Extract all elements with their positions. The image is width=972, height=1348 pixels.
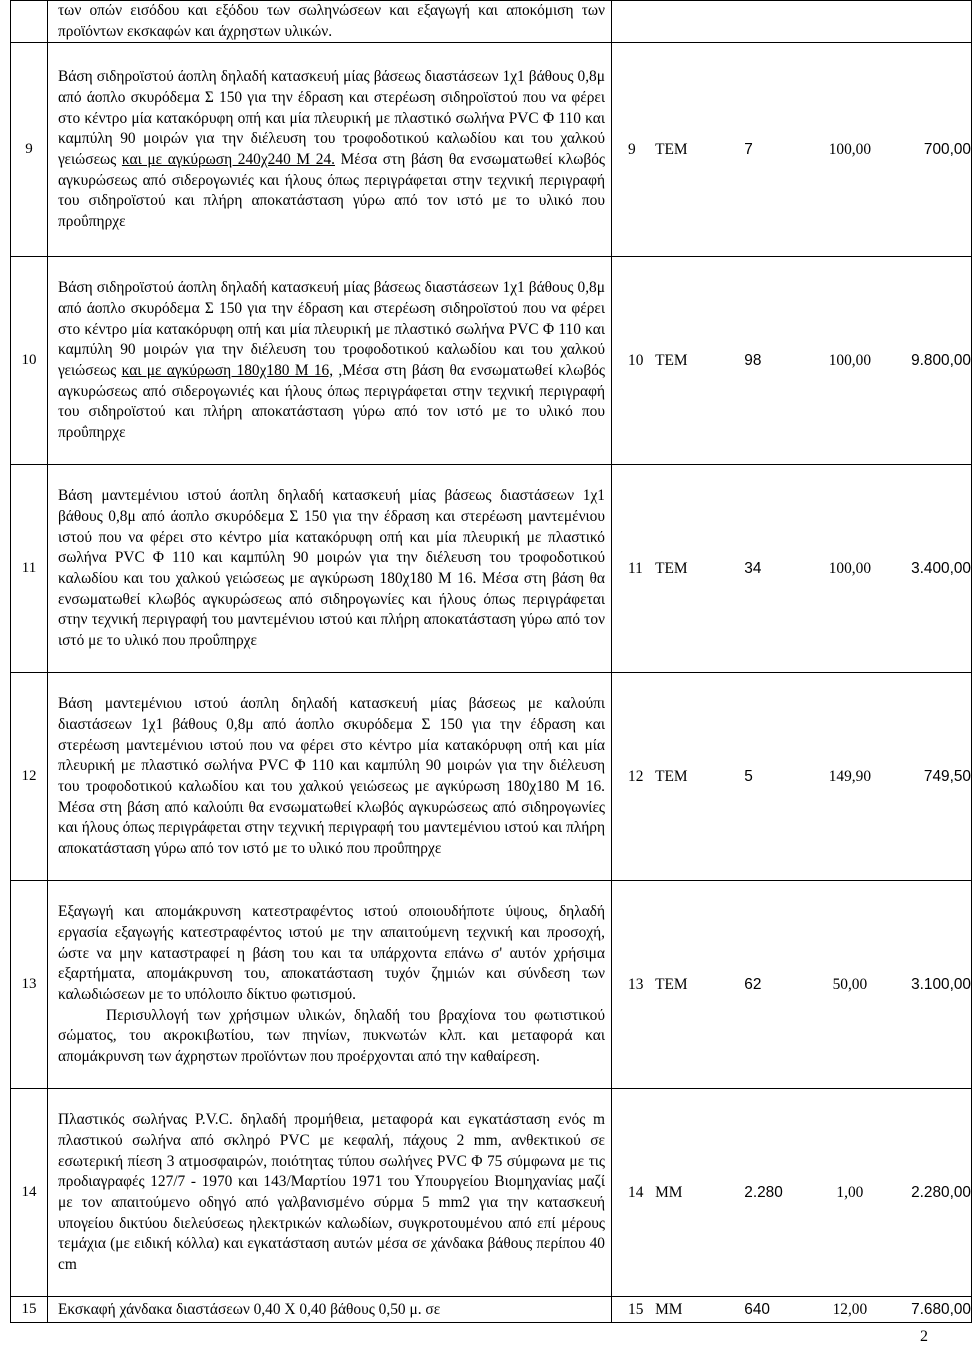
unit-price: 100,00 [828, 351, 872, 369]
table-row [11, 881, 972, 1089]
unit-price: 1,00 [836, 1183, 864, 1201]
item-number: 13 [628, 975, 644, 993]
unit-price: 12,00 [832, 1300, 868, 1318]
table-row [11, 43, 972, 257]
unit-price: 100,00 [828, 140, 872, 158]
row-description [48, 1089, 612, 1297]
row-description [48, 673, 612, 881]
row-values [612, 1089, 972, 1297]
row-number: 10 [11, 257, 48, 465]
item-number: 12 [628, 767, 644, 785]
row-number: 15 [11, 1297, 48, 1323]
table-row [11, 465, 972, 673]
unit: ΜΜ [655, 1300, 683, 1318]
description-underlined: και με αγκύρωση 240χ240 Μ 24. [121, 150, 335, 168]
page-number: 2 [920, 1328, 928, 1345]
table-row [11, 257, 972, 465]
row-values [612, 257, 972, 465]
item-number: 11 [628, 559, 643, 577]
total: 7.680,00 [911, 1300, 971, 1318]
row-values [612, 1297, 972, 1323]
row-values [612, 881, 972, 1089]
row-number [11, 1, 48, 43]
description-text: Βάση μαντεμένιου ιστού άοπλη δηλαδή κατασκευή μίας βάσεως διαστάσεων 1χ1 βάθους 0,8μ από άοπλο σκυρόδεμα Σ 150 για την έδραση και στερέωση μαντεμένιου ιστού που να φέρει στο κέντρο μία κατακόρυφη οπή και μία πλευρική με πλαστικό σωλήνα PVC Φ 110 και καμπύλη 90 μοιρών για την διέλευση του τροφοδοτικού καλωδίου και του χαλκού γειώσεως με αγκύρωση 180χ180 Μ 16. Μέσα στη βάση θα ενσωματωθεί κλωβός αγκυρώσεως από σιδηρογωνίες και ήλους όπως περιγράφεται στην τεχνική περιγραφή του μαντεμένιου ιστού και πλήρη αποκατάσταση γύρω από τον ιστό με το υλικό που προΰπηρχε [58, 487, 605, 650]
unit: ΤΕΜ [655, 351, 688, 369]
item-number: 9 [628, 140, 636, 158]
unit: ΤΕΜ [655, 767, 688, 785]
description-text: Εξαγωγή και απομάκρυνση κατεστραφέντος ιστού οποιουδήποτε ύψους, δηλαδή εργασία εξαγωγής κατεστραφέντος ιστού με την απαιτούμενη τεχνική και προσοχή, ώστε να μην καταστραφεί η βάση του και τα υπάρχοντα επάνω σ' αυτόν χρήσιμα εξαρτήματα, απομάκρυνση του, αποκατάσταση τυχόν ζημιών και σύνδεση των καλωδιώσεων με το υπόλοιπο δίκτυο φωτισμού. [58, 903, 605, 1003]
description-text: ,Μέσα στη βάση θα ενσωματωθεί κλωβός αγκυρώσεως από σιδερογωνιές και ήλους όπως περιγράφεται στην τεχνική περιγραφή του σιδηροϊστού και πλήρη αποκατάσταση γύρω από τον ιστό με το υλικό που προΰπηρχε [58, 361, 605, 442]
quantity: 5 [744, 767, 753, 785]
item-number: 14 [628, 1183, 644, 1201]
description-text: των οπών εισόδου και εξόδου των σωληνώσεων και εξαγωγή και αποκόμιση των προϊόντων εκσκαφών και άχρηστων υλικών. [58, 2, 605, 40]
row-description [48, 1, 612, 43]
description-text: Πλαστικός σωλήνας P.V.C. δηλαδή προμήθεια, μεταφορά και εγκατάσταση ενός m πλαστικού σωλήνα από σκληρό PVC με κεφαλή, πάχους 2 mm, ανθεκτικού σε εσωτερική πίεση 3 ατμοσφαιρών, ποιότητας τύπου σωλήνες PVC Φ 75 σύμφωνα με τις προδιαγραφές 127/7 - 1970 και 143/Μαρτίου 1971 του Υπουργείου Βιομηχανίας μαζί με τον απαιτούμενο οδηγό από γαλβανισμένο σύρμα 5 mm2 για την κατασκευή υπογείου δικτύου διελεύσεως ηλεκτρικών καλωδίων, συγκροτουμένου από επί μέρους τεμάχια (με ειδική κόλλα) και εγκατάσταση αυτών μέσα σε χάνδακα βάθους περίπου 40 cm [58, 1111, 605, 1274]
item-number: 15 [628, 1300, 644, 1318]
description-text: Εκσκαφή χάνδακα διαστάσεων 0,40 Χ 0,40 βάθους 0,50 μ. σε [58, 1300, 441, 1318]
quantity: 62 [744, 975, 762, 993]
unit: ΤΕΜ [655, 140, 688, 158]
row-number: 13 [11, 881, 48, 1089]
unit-price: 100,00 [828, 559, 872, 577]
total: 3.400,00 [911, 559, 971, 577]
table-row [11, 1, 972, 43]
total: 2.280,00 [911, 1183, 971, 1201]
description-text: Περισυλλογή των χρήσιμων υλικών, δηλαδή του βραχίονα του φωτιστικού σώματος, του ακροκιβωτίου, των πηνίων, πυκνωτών κλπ. και μεταφορά και απομάκρυνση των άχρηστων προϊόντων που προέρχονται από την καθαίρεση. [58, 1006, 605, 1066]
total: 749,50 [923, 767, 971, 785]
row-number: 12 [11, 673, 48, 881]
table-row [11, 1089, 972, 1297]
unit: ΜΜ [655, 1183, 683, 1201]
item-number: 10 [628, 351, 644, 369]
row-description [48, 881, 612, 1089]
unit: ΤΕΜ [655, 975, 688, 993]
row-values [612, 673, 972, 881]
total: 3.100,00 [911, 975, 971, 993]
price-table [10, 0, 972, 1323]
quantity: 34 [744, 559, 762, 577]
quantity: 2.280 [744, 1183, 783, 1201]
row-description [48, 465, 612, 673]
table-row [11, 1297, 972, 1323]
row-description [48, 1297, 612, 1323]
unit-price: 50,00 [832, 975, 868, 993]
unit: ΤΕΜ [655, 559, 688, 577]
description-text: Μέσα στη βάση θα ενσωματωθεί κλωβός αγκυρώσεως από σιδερογωνιές και ήλους όπως περιγράφεται στην τεχνική περιγραφή του σιδηροϊστού και πλήρη αποκατάσταση γύρω από τον ιστό με το υλικό που προΰπηρχε [58, 150, 605, 231]
row-values [612, 43, 972, 257]
row-number: 11 [11, 465, 48, 673]
description-text: Βάση σιδηροϊστού άοπλη δηλαδή κατασκευή μίας βάσεως διαστάσεων 1χ1 βάθους 0,8μ από άοπλο σκυρόδεμα Σ 150 για την έδραση και στερέωση σιδηροϊστού που να φέρει στο κέντρο μία κατακόρυφη οπή και μία πλευρική με πλαστικό σωλήνα PVC Φ 110 και καμπύλη 90 μοιρών για την διέλευση του τροφοδοτικού καλωδίου και του χαλκού γειώσεως [58, 279, 605, 379]
description-text: Βάση σιδηροϊστού άοπλη δηλαδή κατασκευή μίας βάσεως διαστάσεων 1χ1 βάθους 0,8μ από άοπλο σκυρόδεμα Σ 150 για την έδραση και στερέωση σιδηροϊστού που να φέρει στο κέντρο μία κατακόρυφη οπή και μία πλευρική με πλαστικό σωλήνα PVC Φ 110 και καμπύλη 90 μοιρών για την διέλευση του τροφοδοτικού καλωδίου και του χαλκού γειώσεως [58, 68, 605, 168]
row-description [48, 257, 612, 465]
row-number: 9 [11, 43, 48, 257]
quantity: 640 [744, 1300, 770, 1318]
row-description [48, 43, 612, 257]
row-values [612, 1, 972, 43]
total: 9.800,00 [911, 351, 971, 369]
row-values [612, 465, 972, 673]
quantity: 7 [744, 140, 753, 158]
description-underlined: και με αγκύρωση 180χ180 Μ 16, [121, 361, 334, 379]
table-row [11, 673, 972, 881]
description-text: Βάση μαντεμένιου ιστού άοπλη δηλαδή κατασκευή μίας βάσεως με καλούπι διαστάσεων 1χ1 βάθους 0,8μ από άοπλο σκυρόδεμα Σ 150 για την έδραση και στερέωση μαντεμένιου ιστού που να φέρει στο κέντρο μία κατακόρυφη οπή και μία πλευρική με πλαστικό σωλήνα PVC Φ 110 και καμπύλη 90 μοιρών για την διέλευση του τροφοδοτικού καλωδίου και του χαλκού γειώσεως με αγκύρωση 180χ180 Μ 16. Μέσα στη βάση από καλούπι θα ενσωματωθεί κλωβός αγκυρώσεως από σιδηρογωνίες και ήλους όπως περιγράφεται στην τεχνική περιγραφή του μαντεμένιου ιστού και πλήρη αποκατάσταση γύρω από τον ιστό με το υλικό που προΰπηρχε [58, 695, 605, 858]
row-number: 14 [11, 1089, 48, 1297]
unit-price: 149,90 [828, 767, 872, 785]
total: 700,00 [923, 140, 971, 158]
quantity: 98 [744, 351, 762, 369]
